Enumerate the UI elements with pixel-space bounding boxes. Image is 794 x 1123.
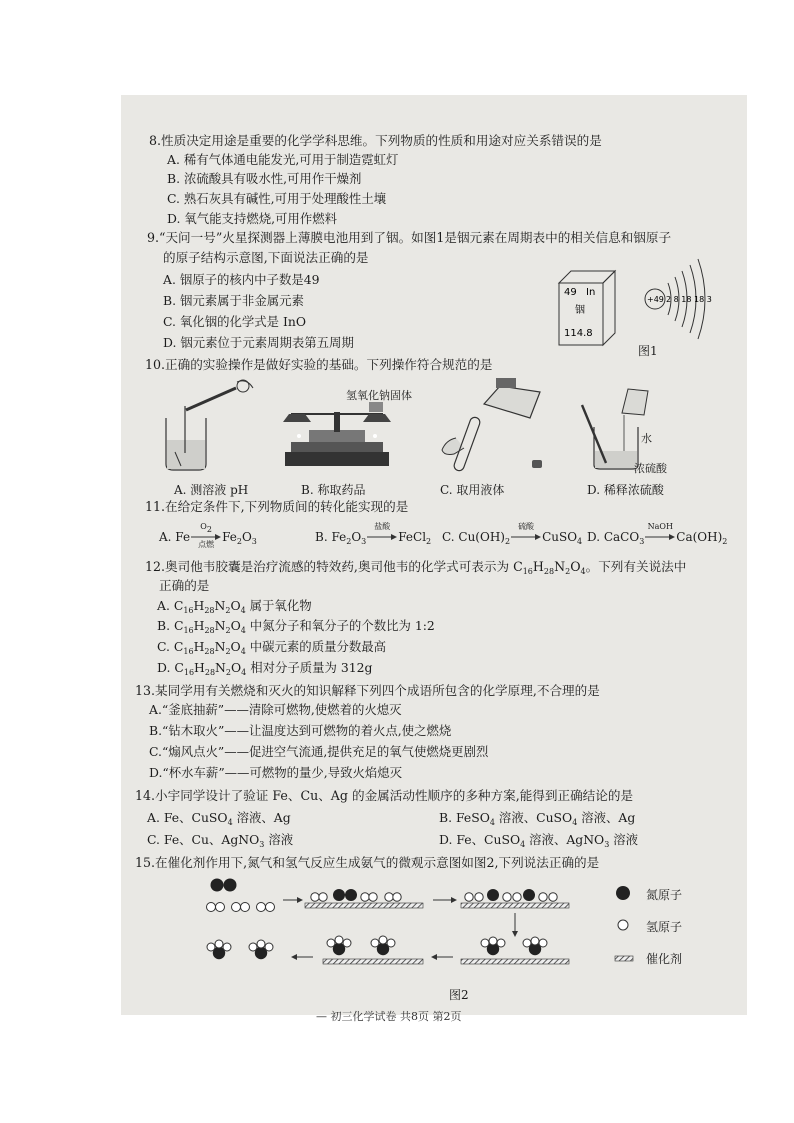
q11-stem: 11.在给定条件下,下列物质间的转化能实现的是 <box>145 499 409 514</box>
q9-option-c: C. 氧化铟的化学式是 InO <box>163 314 307 329</box>
q9-option-d: D. 铟元素位于元素周期表第五周期 <box>163 335 354 350</box>
q11-c-reagent: 硫酸 <box>518 521 535 531</box>
q13-option-a: A.“釜底抽薪”——清除可燃物,使燃着的火熄灭 <box>149 702 402 717</box>
q11-b-right: FeCl$_2$ <box>398 530 432 546</box>
step-4-formed <box>461 937 569 964</box>
q13-option-d: D.“杯水车薪”——可燃物的量少,导致火焰熄灭 <box>149 765 403 780</box>
legend-hydrogen-icon <box>618 920 628 930</box>
arrow-1 <box>297 897 303 903</box>
q9-stem-line2: 的原子结构示意图,下面说法正确的是 <box>163 250 369 265</box>
step-2-adsorbed <box>305 889 423 908</box>
q11-a-right: $Fe_2O_3$ <box>222 530 257 546</box>
q13-stem: 13.某同学用有关燃烧和灭火的知识解释下列四个成语所包含的化学原理,不合理的是 <box>135 683 600 698</box>
q12-stem-line2: 正确的是 <box>159 578 210 593</box>
q10-option-a: A. 测溶液 pH <box>174 483 249 497</box>
nucleus-charge: +49 <box>647 295 664 304</box>
step-3-dissociated <box>461 889 569 908</box>
q11-a-left: A. Fe <box>159 530 191 544</box>
element-mass: 114.8 <box>564 328 593 339</box>
legend-nitrogen-label: 氮原子 <box>646 888 683 902</box>
q11-option-b <box>315 521 432 546</box>
legend-hydrogen-label: 氢原子 <box>646 920 683 934</box>
pour-liquid-illustration <box>436 378 554 476</box>
q8-stem: 8.性质决定用途是重要的化学学科思维。下列物质的性质和用途对应关系错误的是 <box>149 133 602 148</box>
exam-page <box>121 95 747 1023</box>
element-name: 铟 <box>575 305 585 316</box>
q8-option-a: A. 稀有气体通电能发光,可用于制造霓虹灯 <box>167 152 399 167</box>
q14-option-b: B. FeSO$_4$ 溶液、CuSO$_4$ 溶液、Ag <box>439 810 636 827</box>
q11-b-reagent: 盐酸 <box>374 521 391 531</box>
electron-shells: 2 8 18 18 3 <box>666 295 712 304</box>
q12-option-b: B. $C_{16}H_{28}N_2O_4$ 中氮分子和氧分子的个数比为 1:2 <box>157 618 435 635</box>
q8-option-c: C. 熟石灰具有碱性,可用于处理酸性土壤 <box>167 191 387 206</box>
arrow-5 <box>291 954 297 960</box>
figure-1-caption: 图1 <box>638 344 658 358</box>
legend-nitrogen-icon <box>616 886 630 900</box>
arrow-3 <box>512 931 518 937</box>
q13-option-c: C.“煽风点火”——促进空气流通,提供充足的氧气使燃烧更剧烈 <box>149 744 489 759</box>
step-1-molecules <box>207 879 275 912</box>
q11-d-right: $Ca(OH)_2$ <box>676 530 728 546</box>
q11-d-left: D. CaCO$_3$ <box>587 530 645 546</box>
water-label: 水 <box>641 432 652 445</box>
q10-option-b: B. 称取药品 <box>301 483 366 497</box>
legend-catalyst-icon <box>615 956 633 961</box>
q14-stem: 14.小宇同学设计了验证 Fe、Cu、Ag 的金属活动性顺序的多种方案,能得到正确结论的是 <box>135 788 634 803</box>
q8-option-d: D. 氧气能支持燃烧,可用作燃料 <box>167 211 337 226</box>
q11-c-right: CuSO$_4$ <box>542 530 583 546</box>
figure-2-caption: 图2 <box>449 988 469 1002</box>
q13-option-b: B.“钻木取火”——让温度达到可燃物的着火点,使之燃烧 <box>149 723 452 738</box>
balance-illustration <box>281 400 393 470</box>
q10-option-c: C. 取用液体 <box>440 483 505 497</box>
step-6-ammonia <box>207 940 273 959</box>
q11-a-arrow: $O_2$ 点燃 <box>191 531 221 545</box>
q15-stem: 15.在催化剂作用下,氮气和氢气反应生成氨气的微观示意图如图2,下列说法正确的是 <box>135 855 600 870</box>
q11-option-d <box>587 521 728 546</box>
arrow-4 <box>431 954 437 960</box>
element-symbol: In <box>586 287 596 298</box>
q14-option-a: A. Fe、CuSO$_4$ 溶液、Ag <box>147 810 291 827</box>
naoh-solid-label: 氢氧化钠固体 <box>346 389 412 402</box>
q9-option-a: A. 铟原子的核内中子数是49 <box>163 272 320 287</box>
arrow-2 <box>451 897 457 903</box>
q10-stem: 10.正确的实验操作是做好实验的基础。下列操作符合规范的是 <box>145 357 493 372</box>
ph-test-illustration <box>161 378 261 474</box>
legend-catalyst-label: 催化剂 <box>646 952 683 966</box>
q14-option-d: D. Fe、CuSO$_4$ 溶液、AgNO$_3$ 溶液 <box>439 832 639 849</box>
q11-c-arrow <box>511 521 541 545</box>
conc-acid-label: 浓硫酸 <box>634 462 667 475</box>
element-number: 49 <box>564 287 577 298</box>
q11-option-c <box>442 521 583 546</box>
q14-option-c: C. Fe、Cu、AgNO$_3$ 溶液 <box>147 832 294 849</box>
q12-option-a: A. $C_{16}H_{28}N_2O_4$ 属于氧化物 <box>157 598 312 615</box>
q9-option-b: B. 铟元素属于非金属元素 <box>163 293 304 308</box>
q8-option-b: B. 浓硫酸具有吸水性,可用作干燥剂 <box>167 171 362 186</box>
atom-structure-diagram <box>645 259 712 339</box>
q11-b-left: B. $Fe_2O_3$ <box>315 530 367 546</box>
q11-d-arrow <box>645 521 675 545</box>
q10-option-d: D. 稀释浓硫酸 <box>587 483 664 497</box>
step-5-desorbing <box>323 936 423 964</box>
q11-b-arrow <box>367 521 397 545</box>
q12-option-d: D. $C_{16}H_{28}N_2O_4$ 相对分子质量为 312g <box>157 660 373 677</box>
q9-stem-line1: 9.“天问一号”火星探测器上薄膜电池用到了铟。如图1是铟元素在周期表中的相关信息和铟原子 <box>147 230 672 245</box>
page-footer: — 初三化学试卷 共8页 第2页 <box>316 1010 462 1023</box>
q11-a-condition: 点燃 <box>198 539 215 549</box>
q11-c-left: C. $Cu(OH)_2$ <box>442 530 511 546</box>
q11-d-reagent: NaOH <box>647 521 673 531</box>
q11-option-a <box>159 521 257 549</box>
q12-option-c: C. $C_{16}H_{28}N_2O_4$ 中碳元素的质量分数最高 <box>157 639 387 656</box>
q12-stem-line1: 12.奥司他韦胶囊是治疗流感的特效药,奥司他韦的化学式可表示为 $C_{16}H_{28}N_2O_4$。下列有关说法中 <box>145 559 687 576</box>
